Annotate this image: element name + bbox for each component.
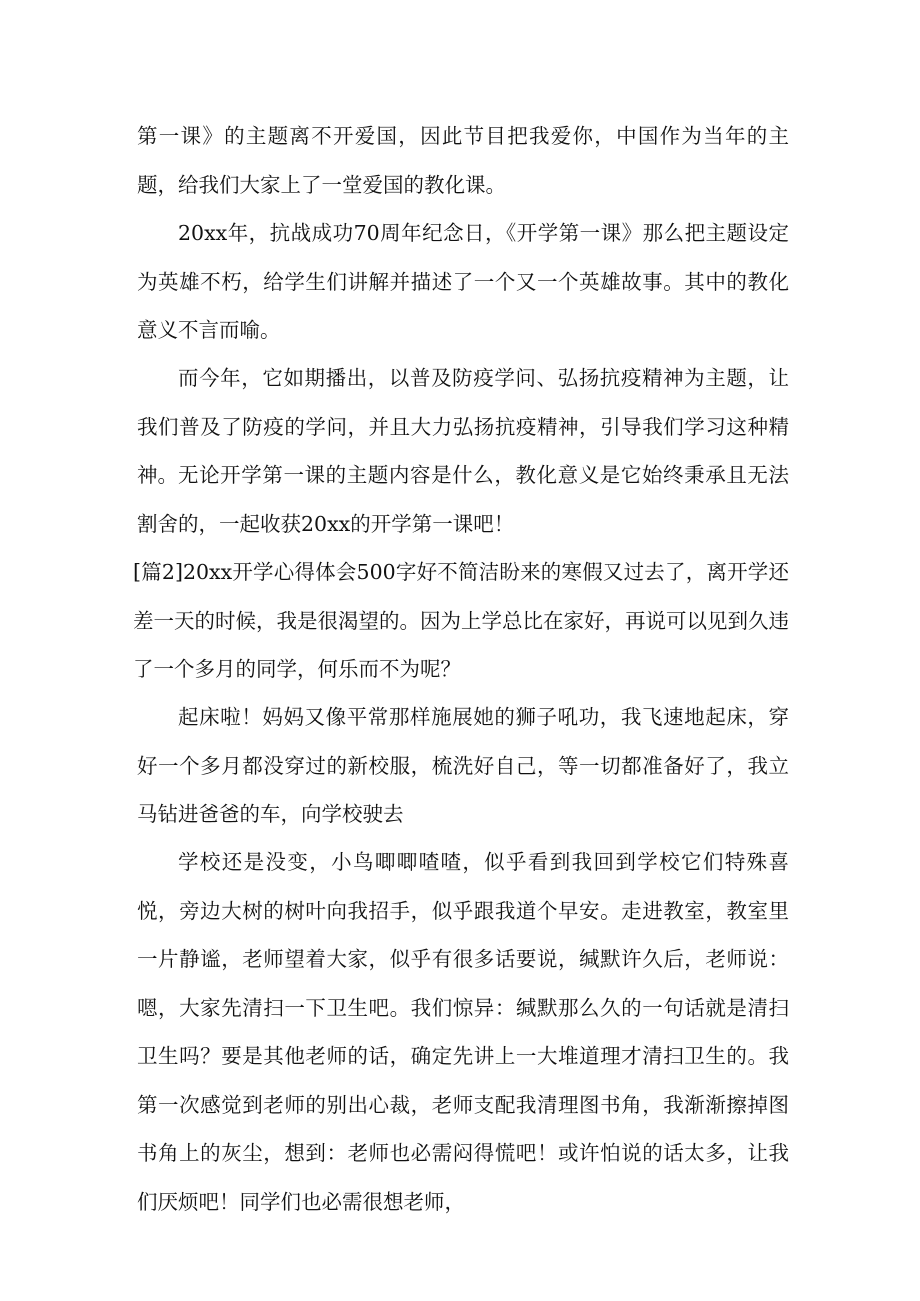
paragraph-epidemic-theme: 而今年，它如期播出，以普及防疫学问、弘扬抗疫精神为主题，让我们普及了防疫的学问，并且大力弘扬抗疫精神，引导我们学习这种精神。 [137,366,789,487]
paragraph-waking-up: 起床啦！妈妈又像平常那样施展她的狮子吼功，我飞速地起床，穿好一个多月都没穿过的新校服，梳洗好自己，等一切都准备好了，我立马钻进爸爸的车，向学校驶去 [137,705,789,826]
paragraph-theme-patriotism: 第一课》的主题离不开爱国，因此节目把我爱你，中国作为当年的主题，给我们大家上了一堂爱国的教化课。 [137,124,789,197]
paragraph-article-2-start: [篇2]20xx开学心得体会500字好不简洁盼来的寒假又过去了，离开学还差一天的时候，我是很渴望的。因为上学总比在家好，再说可以见到久违了一个多月的同学，何乐而不为呢？ [133,560,789,681]
paragraph-heroes-theme: 20xx年，抗战成功70周年纪念日，《开学第一课》那么把主题设定为英雄不朽，给学生们讲解并描述了一个又一个英雄故事。其中的教化意义不言而喻。 [137,221,789,342]
paragraph-conclusion: 无论开学第一课的主题内容是什么，教化意义是它始终秉承且无法割舍的，一起收获20xx的开学第一课吧！ [137,463,789,536]
paragraph-school-scene: 学校还是没变，小鸟唧唧喳喳，似乎看到我回到学校它们特殊喜悦，旁边大树的树叶向我招手，似乎跟我道个早安。走进教室，教室里一片静谧，老师望着大家，似乎有很多话要说，缄默许久后，老师说：嗯，大家先清扫一下卫生吧。我们惊异：缄默那么久的一句话就是清扫卫生吗？要是其他老师的话，确定先讲上一大堆道理才清扫卫生的。我第一次感觉到老师的别出心裁，老师支配我清理图书角，我渐渐擦掉图书角上的灰尘，想到：老师也必需闷得慌吧！或许怕说的话太多，让我们厌烦吧！同学们也必需很想老师， [137,850,789,1214]
